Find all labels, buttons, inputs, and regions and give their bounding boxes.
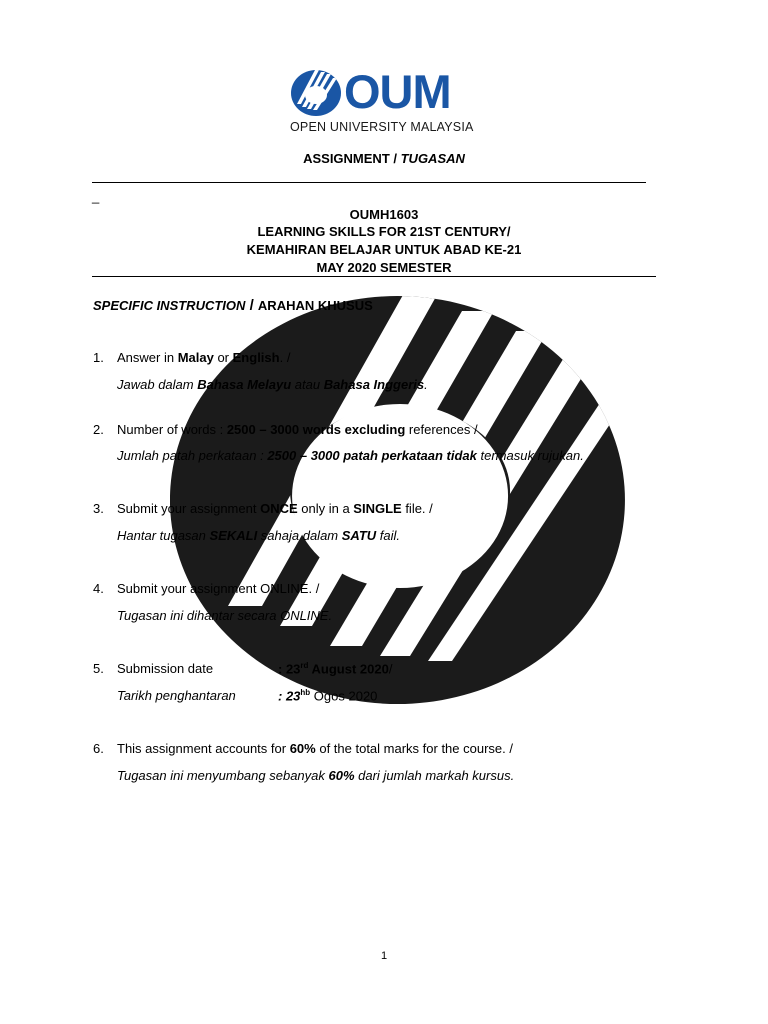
instruction-3-ms: Hantar tugasan SEKALI sahaja dalam SATU fail. [117, 528, 401, 543]
stray-underscore: _ [92, 189, 100, 204]
instruction-4-en: Submit your assignment ONLINE. / [117, 581, 320, 596]
course-title-ms: KEMAHIRAN BELAJAR UNTUK ABAD KE-21 [246, 242, 522, 257]
logo-wordmark: OUM [344, 65, 451, 118]
header-rule [92, 182, 646, 183]
list-item-number: 6. [93, 741, 104, 756]
tarikh-penghantaran-value: : $23^{hb}$ Ogos 2020 [278, 688, 378, 704]
submission-date-label: Submission date [117, 661, 214, 676]
instruction-1-en: Answer in Malay or English. / [117, 350, 291, 365]
list-item-number: 1. [93, 350, 104, 365]
list-item-number: 5. [93, 661, 104, 676]
list-item-number: 4. [93, 581, 104, 596]
list-item-number: 2. [93, 422, 104, 437]
instruction-4-ms: Tugasan ini dihantar secara ONLINE. [117, 608, 333, 623]
assignment-heading: ASSIGNMENT / TUGASAN [303, 151, 465, 166]
instruction-2-ms: Jumlah patah perkataan : 2500 – 3000 patah perkataan tidak termasuk rujukan. [117, 448, 584, 463]
submission-date-value: : 23rd August 2020/ [278, 661, 393, 677]
logo-subtitle: OPEN UNIVERSITY MALAYSIA [290, 120, 474, 134]
instruction-heading: SPECIFIC INSTRUCTION / ARAHAN KHUSUS [93, 297, 373, 314]
semester: MAY 2020 SEMESTER [316, 260, 452, 275]
course-rule [92, 276, 656, 277]
oum-logo-emblem-icon [291, 70, 341, 116]
instruction-2-en: Number of words : 2500 – 3000 words excluding references / [117, 422, 478, 437]
tarikh-penghantaran-label: Tarikh penghantaran [117, 688, 236, 703]
instruction-6-en: This assignment accounts for 60% of the total marks for the course. / [117, 741, 513, 756]
instruction-6-ms: Tugasan ini menyumbang sebanyak 60% dari jumlah markah kursus. [117, 768, 515, 783]
page-number: 1 [380, 950, 388, 962]
course-code: OUMH1603 [349, 207, 419, 222]
instruction-1-ms: Jawab dalam Bahasa Melayu atau Bahasa Inggeris. [117, 377, 428, 392]
list-item-number: 3. [93, 501, 104, 516]
course-title-en: LEARNING SKILLS FOR 21ST CENTURY/ [257, 224, 511, 239]
instruction-3-en: Submit your assignment ONCE only in a SINGLE file. / [117, 501, 433, 516]
